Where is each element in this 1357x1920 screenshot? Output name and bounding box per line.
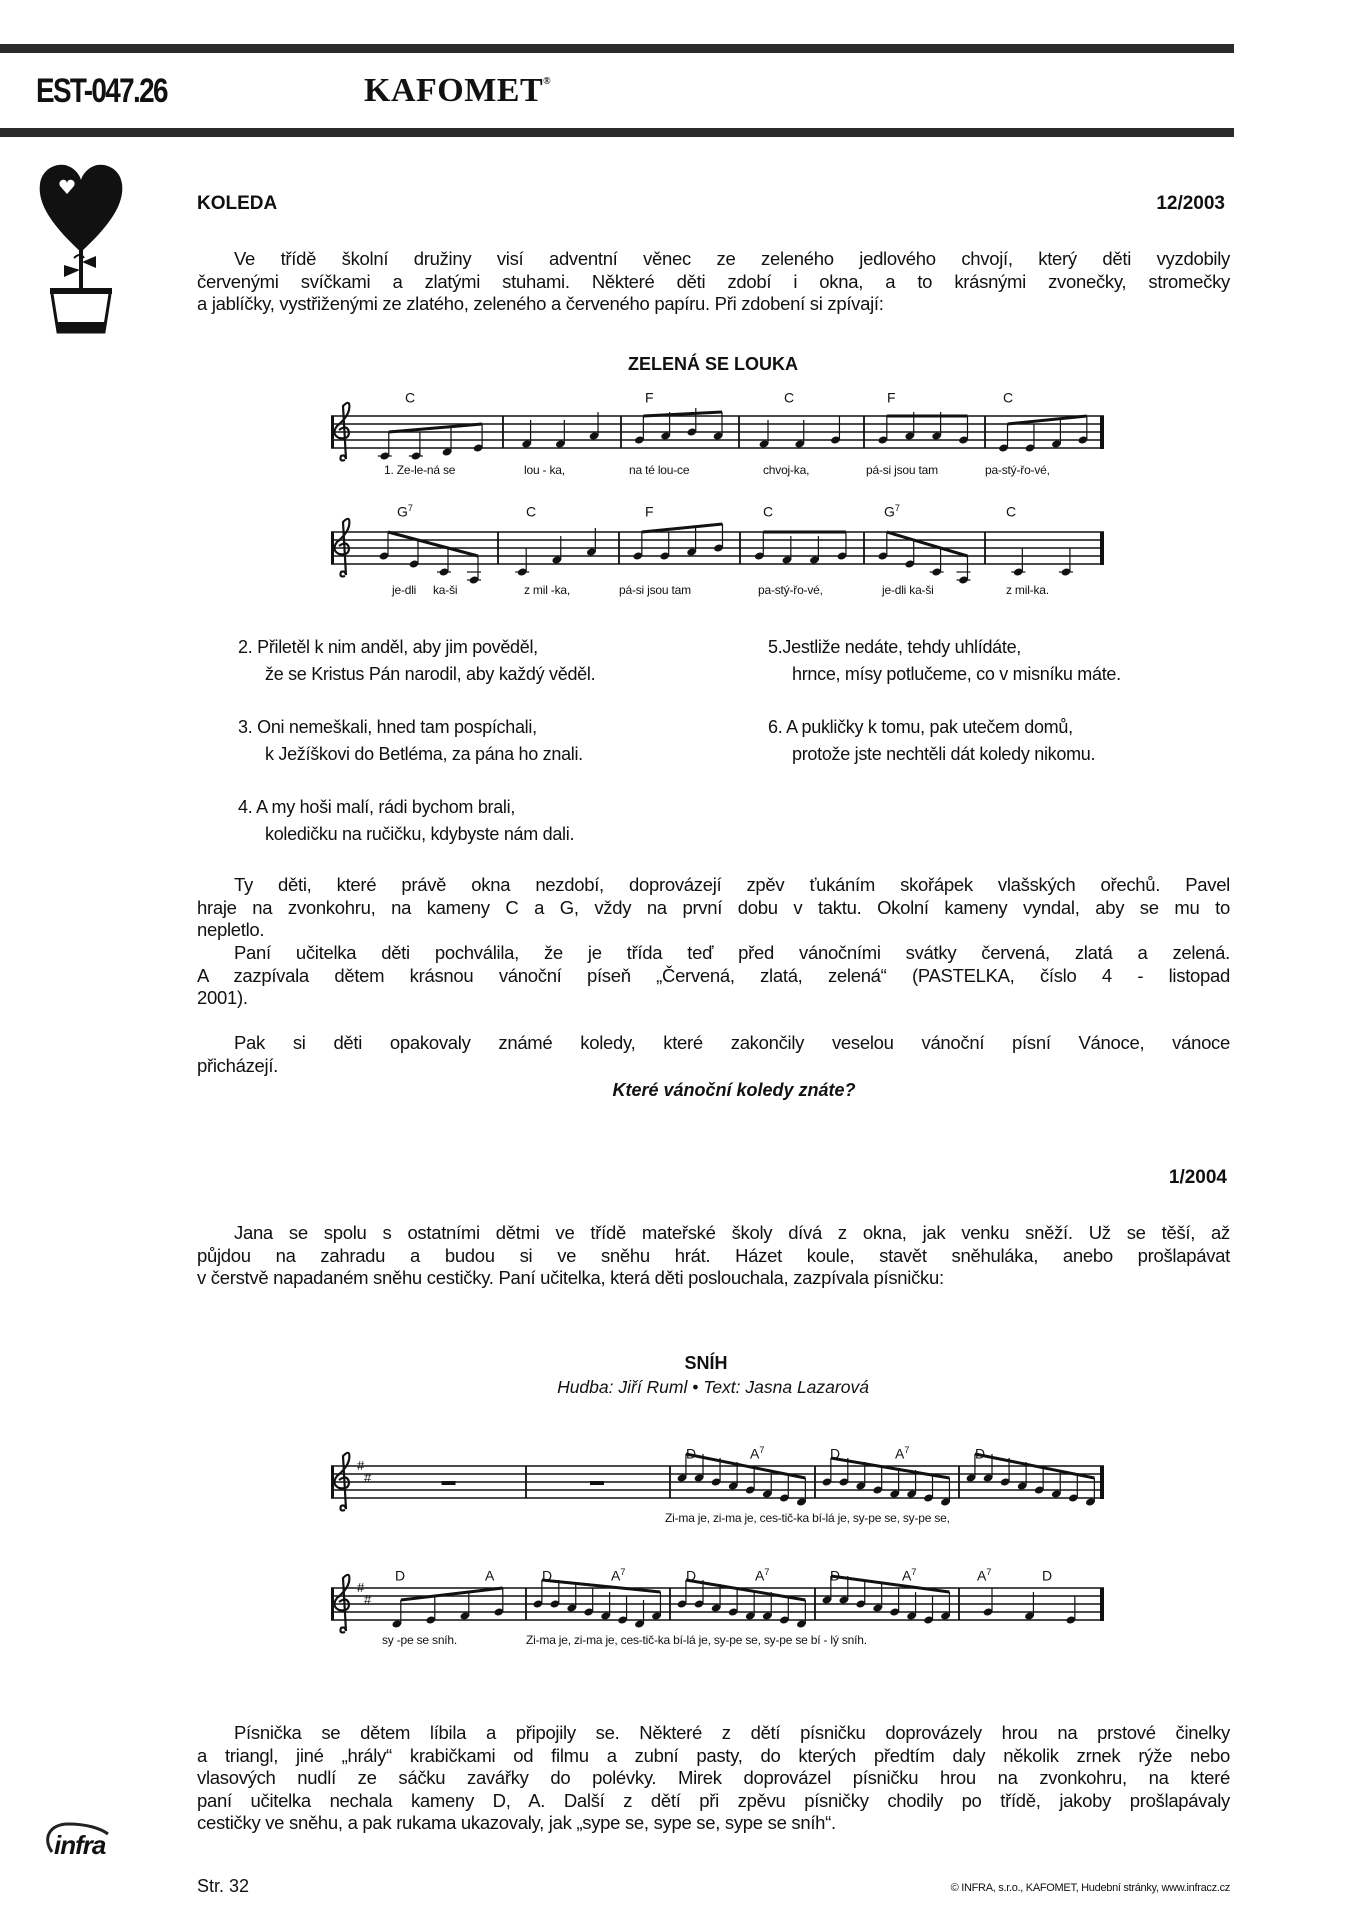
- chord-extension: 7: [764, 1567, 770, 1577]
- paragraph-accompaniment: [197, 874, 1230, 942]
- note-beam: [542, 1580, 661, 1592]
- chord-symbol: [902, 1564, 916, 1584]
- chord-symbol: [887, 386, 896, 406]
- intro-paragraph-2: [197, 1222, 1230, 1290]
- verse-line: A pukličky k tomu, pak utečem domů,: [786, 717, 1073, 737]
- chord-root: D: [830, 1445, 841, 1462]
- final-barline: [1100, 1588, 1104, 1621]
- chord-root: D: [830, 1567, 841, 1584]
- chord-root: A: [485, 1567, 495, 1584]
- sharp-sign: #: [357, 1458, 365, 1473]
- text-line: Jana se spolu s ostatními dětmi ve třídě mateřské školy dívá z okna, jak venku sněží. Už se těší, až: [234, 1222, 1230, 1243]
- note-beam: [831, 1576, 950, 1592]
- chord-root: D: [1042, 1567, 1053, 1584]
- chord-root: A: [755, 1567, 765, 1584]
- music-staff: [331, 502, 1114, 592]
- chord-root: C: [1006, 503, 1017, 520]
- lyric-segment: z mil-ka.: [1006, 583, 1049, 597]
- text-line: Písnička se dětem líbila a připojily se. Některé z dětí písničku doprovázely hrou na prstové činelky: [234, 1722, 1230, 1743]
- note-beam: [1008, 416, 1087, 424]
- chord-symbol: [750, 1442, 764, 1462]
- chord-extension: 7: [620, 1567, 626, 1577]
- question: Které vánoční koledy znáte?: [612, 1080, 856, 1100]
- text-line: a triangl, jiné „hrály“ krabičkami od filmu a zubní pasty, do kterých předtím daly několik zrnek rýže nebo: [197, 1744, 1230, 1766]
- text-line: paní učitelka nechala kameny D, A. Další z dětí při zpěvu písničky chodily po třídě, jakoby prošlapávaly: [197, 1789, 1230, 1811]
- lyric-segment: Zi-ma je, zi-ma je, ces-tič-ka bí-lá je, sy-pe se, sy-pe se,: [665, 1511, 950, 1525]
- chord-symbol: [686, 1442, 696, 1462]
- lyric-segment: pa-stý-řo-vé,: [758, 583, 823, 597]
- chord-root: A: [895, 1445, 905, 1462]
- whole-rest: [442, 1481, 456, 1485]
- chord-symbol: [405, 386, 415, 406]
- verse-line: A my hoši malí, rádi bychom brali,: [256, 797, 516, 817]
- chord-symbol: [763, 500, 773, 520]
- brand-mark: ®: [543, 76, 552, 87]
- note-beam: [831, 1458, 950, 1478]
- song-title-2: SNÍH: [684, 1353, 728, 1373]
- text-line: 2001).: [197, 987, 248, 1008]
- text-line: cestičky ve sněhu, a pak rukama ukazovaly, jak „sype se, sype se, sype se sníh“.: [197, 1812, 836, 1833]
- chord-symbol: [884, 500, 900, 520]
- sharp-sign: #: [364, 1592, 372, 1607]
- note-beam: [887, 532, 968, 556]
- chord-symbol: [611, 1564, 625, 1584]
- text-line: A zazpívala dětem krásnou vánoční píseň „Červená, zlatá, zelená“ (PASTELKA, číslo 4 - listopad: [197, 964, 1230, 986]
- chord-extension: 7: [904, 1445, 910, 1455]
- note-beam: [389, 424, 482, 432]
- chord-symbol: [397, 500, 413, 520]
- chord-root: C: [763, 503, 774, 520]
- chord-symbol: [830, 1442, 840, 1462]
- chord-root: F: [645, 503, 654, 520]
- lyric-segment: ka-ši: [433, 583, 458, 597]
- outro-paragraph: [197, 1722, 1230, 1835]
- lyric-segment: je-dli ka-ši: [882, 583, 934, 597]
- chord-root: A: [902, 1567, 912, 1584]
- chord-extension: 7: [986, 1567, 992, 1577]
- page-number: Str. 32: [197, 1876, 250, 1896]
- chord-root: A: [977, 1567, 987, 1584]
- verse-number: 3.: [238, 717, 253, 737]
- lyric-segment: na té lou-ce: [629, 463, 690, 477]
- chord-symbol: [645, 500, 654, 520]
- chord-symbol: [1003, 386, 1013, 406]
- song-credits: Hudba: Jiří Ruml • Text: Jasna Lazarová: [557, 1377, 869, 1397]
- text-line: přicházejí.: [197, 1054, 279, 1076]
- verse-6: [768, 714, 1095, 768]
- chord-root: D: [686, 1567, 697, 1584]
- text-line: a jablíčky, vystřiženými ze zlatého, zeleného a červeného papíru. Při zdobení si zpívají:: [197, 293, 884, 314]
- verse-number: 5.: [768, 637, 783, 657]
- verse-3: [238, 714, 583, 768]
- text-line: Pak si děti opakovaly známé koledy, které zakončily veselou vánoční písní Vánoce, vánoce: [234, 1032, 1230, 1053]
- lyric-segment: z mil -ka,: [524, 583, 571, 597]
- lyric-segment: pa-stý-řo-vé,: [985, 463, 1050, 477]
- logo-text: infra: [54, 1830, 106, 1860]
- text-line: vlasových nudlí ze sáčku zavářky do polévky. Mirek doprovázel písničku hrou na zvonkohru, na které: [197, 1767, 1230, 1788]
- chord-symbol: [526, 500, 536, 520]
- brand-name: [364, 72, 551, 110]
- article-date: 12/2003: [1156, 193, 1225, 214]
- text-line: nepletlo.: [197, 919, 265, 940]
- text-line: půjdou na zahradu a budou si ve sněhu hrát. Házet koule, stavět sněhuláka, anebo prošlapávat: [197, 1244, 1230, 1266]
- document-code: EST-047.26: [36, 72, 167, 110]
- verse-number: 4.: [238, 797, 253, 817]
- verse-line: Přiletěl k nim anděl, aby jim pověděl,: [257, 637, 538, 657]
- chord-root: A: [611, 1567, 621, 1584]
- chord-symbol: [395, 1564, 405, 1584]
- lyric-segment: je-dli: [392, 583, 417, 597]
- heart-flower-pot-icon: [36, 160, 126, 336]
- chord-root: G: [397, 503, 408, 520]
- verse-line: Oni nemeškali, hned tam pospíchali,: [257, 717, 537, 737]
- chord-root: F: [645, 389, 654, 406]
- verse-line: protože jste nechtěli dát koledy nikomu.: [792, 744, 1096, 764]
- infra-logo-icon: [38, 1818, 148, 1862]
- verse-number: 2.: [238, 637, 253, 657]
- article2-date: 1/2004: [1168, 1167, 1227, 1188]
- text-line: Ty děti, které právě okna nezdobí, doprovázejí zpěv ťukáním skořápek vlašských ořechů. Pavel: [234, 874, 1230, 895]
- text-line: v čerstvě napadaném sněhu cestičky. Paní učitelka, která děti poslouchala, zazpívala písničku:: [197, 1267, 944, 1288]
- song-title: ZELENÁ SE LOUKA: [627, 354, 798, 374]
- verse-number: 6.: [768, 717, 783, 737]
- chord-root: C: [526, 503, 537, 520]
- chord-symbol: [755, 1564, 769, 1584]
- chord-symbol: [686, 1564, 696, 1584]
- chord-root: C: [784, 389, 795, 406]
- copyright: © INFRA, s.r.o., KAFOMET, Hudební stránky, www.infracz.cz: [950, 1882, 1230, 1894]
- chord-extension: 7: [894, 503, 900, 513]
- chord-symbol: [975, 1442, 985, 1462]
- verse-line: k Ježíškovi do Betléma, za pána ho znali.: [265, 744, 583, 764]
- paragraph-carols: [197, 1032, 1230, 1077]
- chord-root: A: [750, 1445, 760, 1462]
- whole-rest: [590, 1481, 604, 1485]
- verse-5: [768, 634, 1121, 688]
- chord-root: D: [975, 1445, 986, 1462]
- lyric-segment: lou - ka,: [524, 463, 565, 477]
- verse-line: hrnce, mísy potlučeme, co v misníku máte.: [792, 664, 1121, 684]
- note-beam: [401, 1588, 503, 1600]
- header-rule-bottom: [0, 128, 1234, 137]
- paragraph-praise: [197, 942, 1230, 1010]
- final-barline: [1100, 416, 1104, 449]
- verse-4: [238, 794, 574, 848]
- lyric-segment: chvoj-ka,: [763, 463, 810, 477]
- verse-line: že se Kristus Pán narodil, aby každý věděl.: [265, 664, 596, 684]
- lyric-segment: sy -pe se sníh.: [382, 1633, 458, 1647]
- verse-line: Jestliže nedáte, tehdy uhlídáte,: [782, 637, 1021, 657]
- lyric-segment: pá-si jsou tam: [866, 463, 938, 477]
- text-line: červenými svíčkami a zlatými stuhami. Některé děti zdobí i okna, a to krásnými zvonečky, stromečky: [197, 270, 1230, 292]
- note-beam: [642, 524, 723, 532]
- header-rule-top: [0, 44, 1234, 53]
- sharp-sign: #: [364, 1470, 372, 1485]
- lyric-segment: Zi-ma je, zi-ma je, ces-tič-ka bí-lá je, sy-pe se, sy-pe se bí - lý sníh.: [526, 1633, 867, 1647]
- chord-symbol: [1006, 500, 1016, 520]
- chord-root: C: [405, 389, 416, 406]
- note-beam: [686, 1580, 805, 1600]
- chord-symbol: [977, 1564, 991, 1584]
- verse-2: [238, 634, 595, 688]
- chord-root: F: [887, 389, 896, 406]
- text-line: Paní učitelka děti pochválila, že je třída teď před vánočními svátky červená, zlatá a zelená.: [234, 942, 1230, 963]
- lyric-segment: pá-si jsou tam: [619, 583, 691, 597]
- chord-symbol: [645, 386, 654, 406]
- brand-text: KAFOMET: [364, 72, 544, 109]
- intro-paragraph: [197, 248, 1230, 316]
- chord-root: D: [395, 1567, 406, 1584]
- article-title: KOLEDA: [197, 193, 278, 214]
- verse-line: koledičku na ručičku, kdybyste nám dali.: [265, 824, 575, 844]
- chord-extension: 7: [911, 1567, 917, 1577]
- text-line: hraje na zvonkohru, na kameny C a G, vždy na první dobu v taktu. Okolní kameny vyndal, aby se mu to: [197, 896, 1230, 918]
- text-line: Ve třídě školní družiny visí adventní věnec ze zeleného jedlového chvojí, který děti vyzdobily: [234, 248, 1230, 269]
- chord-symbol: [784, 386, 794, 406]
- chord-symbol: [895, 1442, 909, 1462]
- chord-symbol: [830, 1564, 840, 1584]
- chord-root: D: [542, 1567, 553, 1584]
- chord-root: C: [1003, 389, 1014, 406]
- chord-symbol: [1042, 1564, 1052, 1584]
- final-barline: [1100, 532, 1104, 565]
- chord-root: D: [686, 1445, 697, 1462]
- final-barline: [1100, 1466, 1104, 1499]
- lyric-segment: 1. Ze-le-ná se: [384, 463, 456, 477]
- chord-extension: 7: [407, 503, 413, 513]
- note-beam: [388, 532, 478, 556]
- chord-symbol: [542, 1564, 552, 1584]
- chord-symbol: [485, 1564, 494, 1584]
- chord-extension: 7: [759, 1445, 765, 1455]
- sharp-sign: #: [357, 1580, 365, 1595]
- chord-root: G: [884, 503, 895, 520]
